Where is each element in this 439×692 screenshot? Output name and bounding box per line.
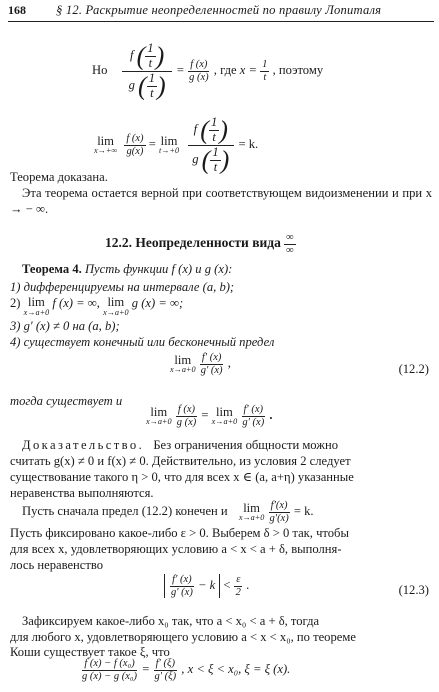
therefore-text: , поэтому (272, 63, 324, 78)
equation-tag-12-2: (12.2) (398, 362, 429, 376)
proof-line-1: Доказательство. Без ограничения общности можно (22, 438, 339, 452)
formula-lim-ratio-equality: lim x→a+0 $\frac{f (x)}{g (x)}$ = lim x→a+0 $\frac{f' (x)}{g' (x)}$ . (146, 404, 273, 428)
where-text: , где (213, 63, 237, 78)
x-equals: x = (239, 63, 258, 78)
fraction-f-over-g: f ( $\frac{1}{t}$ ) g ( $\frac{1}{t}$ ) (121, 42, 174, 100)
theorem-item-2: 2) lim x→a+0 f (x) = ∞, lim x→a+0 g (x) = ∞; (10, 295, 184, 317)
running-title: § 12. Раскрытие неопределенностей по правилу Лопиталя (56, 3, 382, 17)
suppose-line-1: Пусть сначала предел (12.2) конечен и lim x→a+0 $\frac{f'(x)}{g'(x)}$ = k. (22, 500, 314, 524)
text-theorem-proven: Теорема доказана. (10, 170, 108, 184)
limit-operator-2: lim t→+0 (158, 133, 180, 156)
formula-limit-equality: lim x→+∞ $\frac{f (x)}{g(x)}$ = lim t→+0 f ( $\frac{1}{t}$ ) g ( $\frac{1}{t}$ ) = k. (94, 115, 259, 175)
theorem-item-4: 4) существует конечный или бесконечный предел (10, 335, 275, 349)
fraction-one-over-t: $\frac{1}{t}$ (262, 59, 268, 83)
limit-operator: lim x→+∞ (94, 133, 118, 156)
suppose-line-3: для всех x, удовлетворяющих условию a < x < a + δ, выполня- (10, 542, 342, 556)
text-then-exists: тогда существует и (10, 394, 123, 408)
fraction-fx-gx-2: $\frac{f (x)}{g(x)}$ (126, 133, 144, 157)
formula-substitution: Но f ( $\frac{1}{t}$ ) g ( $\frac{1}{t}$ ) = $\frac{f (x)}{g (x)}$ , где x = $\frac{1}{t}$ , поэтому (92, 41, 324, 101)
equation-tag-12-3: (12.3) (398, 583, 429, 597)
fraction-f-over-g-2: f ( $\frac{1}{t}$ ) g ( $\frac{1}{t}$ ) (186, 116, 235, 174)
page-number: 168 (8, 3, 26, 17)
equation-12-3: $\frac{f' (x)}{g' (x)}$ − k < $\frac{\varepsilon}{2}$ . (164, 574, 249, 598)
proof-line-4: неравенства выполняются. (10, 486, 154, 500)
equation-12-2: lim x→a+0 $\frac{f' (x)}{g' (x)}$ , (170, 352, 231, 376)
formula-cauchy: $\frac{\text{f (x) − f (x₀)}}{\text{g (x) − g (x₀)}}$ = $\frac{f' (\xi)}{g' (\xi)}$ , x < ξ < x₀, ξ = ξ (x). (82, 658, 291, 682)
section-heading: 12.2. Неопределенности вида $\frac{\infty}{\infty}$ (105, 232, 294, 256)
fraction-fx-gx: $\frac{f (x)}{g (x)}$ (189, 59, 209, 83)
suppose-line-4: лось неравенство (10, 558, 104, 572)
theorem-heading: Теорема 4. Пусть функции f (x) и g (x): (22, 262, 233, 276)
page-header (8, 3, 434, 22)
text-remark: Эта теорема остается верной при соответствующем видоизменении и при x → − ∞. (10, 186, 432, 216)
fix-line-1: Зафиксируем какое-либо x₀ так, что a < x₀ < a + δ, тогда (22, 614, 320, 628)
fix-line-3: Коши существует такое ξ, что (10, 645, 170, 659)
theorem-item-3: 3) g′ (x) ≠ 0 на (a, b); (10, 319, 120, 333)
proof-line-3: существование такого η > 0, что для всех x ∈ (a, a+η) указанные (10, 470, 354, 484)
fix-line-2: для любого x, удовлетворяющего условию a < x < x₀, по теореме (10, 630, 356, 644)
suppose-line-2: Пусть фиксировано какое-либо ε > 0. Выберем δ > 0 так, чтобы (10, 526, 349, 540)
limit-result: = k. (238, 137, 259, 152)
word-no: Но (92, 63, 108, 78)
theorem-item-1: 1) дифференцируемы на интервале (a, b); (10, 280, 235, 294)
proof-line-2: считать g(x) ≠ 0 и f(x) ≠ 0. Действительно, из условия 2 следует (10, 454, 351, 468)
